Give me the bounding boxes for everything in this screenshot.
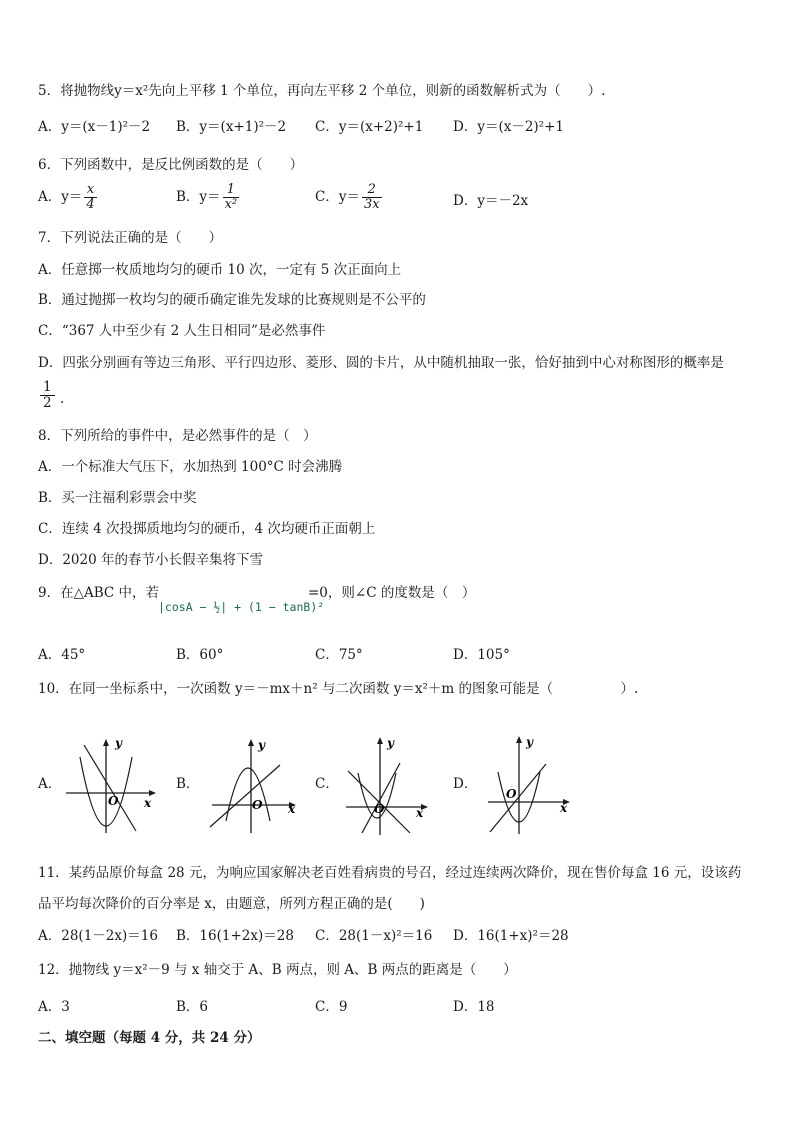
q12-option-a[interactable]: A．3 xyxy=(38,999,70,1015)
q7-option-b[interactable]: B．通过抛掷一枚均匀的硬币确定谁先发球的比赛规则是不公平的 xyxy=(38,292,426,308)
q7-option-a[interactable]: A．任意掷一枚质地均匀的硬币 10 次，一定有 5 次正面向上 xyxy=(38,262,402,278)
q11-option-b[interactable]: B．16(1+2x)＝28 xyxy=(176,928,294,944)
q10-b-axis-x: x xyxy=(288,802,296,816)
q6-b-fraction: $\frac{1}{\text{x²}}$ xyxy=(224,182,238,212)
q10-option-c-label[interactable]: C． xyxy=(315,776,339,792)
q10-c-axis-x: x xyxy=(416,806,424,820)
q10-b-axis-y: y xyxy=(258,738,265,752)
q6-option-b[interactable] xyxy=(176,183,241,212)
q5-option-d[interactable]: D．y＝(x－2)²+1 xyxy=(453,119,564,135)
q7-stem: 7．下列说法正确的是（ ） xyxy=(38,230,223,246)
q10-c-origin: O xyxy=(374,802,385,816)
q10-a-origin: O xyxy=(108,794,119,808)
q10-option-b-label[interactable]: B． xyxy=(176,776,200,792)
q6-c-fraction: $\frac{2}{3x}$ xyxy=(363,182,380,212)
q5-stem: 5．将抛物线y＝x²先向上平移 1 个单位，再向左平移 2 个单位，则新的函数解析式为（ ）. xyxy=(38,83,606,99)
q5-option-c[interactable]: C．y＝(x+2)²+1 xyxy=(315,119,424,135)
q7-d-end: . xyxy=(60,391,65,407)
q12-option-d[interactable]: D．18 xyxy=(453,999,495,1015)
q6-c-label: C．y＝ xyxy=(315,189,360,205)
q8-option-d[interactable]: D．2020 年的春节小长假辛集将下雪 xyxy=(38,552,263,568)
section-title-fill-in: 二、填空题（每题 4 分，共 24 分） xyxy=(38,1030,261,1046)
q6-b-label: B．y＝ xyxy=(176,189,221,205)
q12-option-c[interactable]: C．9 xyxy=(315,999,348,1015)
q5-option-b[interactable]: B．y＝(x+1)²－2 xyxy=(176,119,287,135)
q10-graph-d[interactable] xyxy=(484,732,580,836)
q11-stem-line2: 品平均每次降价的百分率是 x，由题意，所列方程正确的是( ) xyxy=(38,896,425,912)
q10-c-axis-y: y xyxy=(387,736,394,750)
q12-stem: 12．抛物线 y＝x²－9 与 x 轴交于 A、B 两点，则 A、B 两点的距离是（ ） xyxy=(38,962,517,978)
q10-b-origin: O xyxy=(252,798,263,812)
q10-graph-b[interactable] xyxy=(206,735,302,835)
q10-d-axis-x: x xyxy=(560,801,568,815)
q11-option-c[interactable]: C．28(1－x)²＝16 xyxy=(315,928,433,944)
q11-stem-line1: 11．某药品原价每盒 28 元，为响应国家解决老百姓看病贵的号召，经过连续两次降价，现在售价每盒 16 元，设该药 xyxy=(38,865,742,881)
q10-d-axis-y: y xyxy=(526,735,533,749)
q10-stem: 10．在同一坐标系中，一次函数 y＝－mx＋n² 与二次函数 y＝x²＋m 的图象可能是（ ）. xyxy=(38,681,639,697)
q9-option-a[interactable]: A．45° xyxy=(38,647,86,663)
q10-option-a-label[interactable]: A． xyxy=(38,776,62,792)
q10-d-origin: O xyxy=(506,787,517,801)
q6-a-fraction: $\frac{x}{4}$ xyxy=(86,182,95,212)
q6-stem: 6．下列函数中，是反比例函数的是（ ） xyxy=(38,157,304,173)
q7-option-d[interactable]: D．四张分别画有等边三角形、平行四边形、菱形、圆的卡片，从中随机抽取一张，恰好抽到中心对称图形的概率是 xyxy=(38,355,724,371)
q7-option-c[interactable]: C．“367 人中至少有 2 人生日相同”是必然事件 xyxy=(38,323,326,339)
q6-option-d[interactable]: D．y＝－2x xyxy=(453,193,529,209)
q8-stem: 8．下列所给的事件中，是必然事件的是（ ） xyxy=(38,428,317,444)
q11-option-a[interactable]: A．28(1－2x)＝16 xyxy=(38,928,158,944)
q5-option-a[interactable]: A．y＝(x－1)²－2 xyxy=(38,119,151,135)
q9-option-c[interactable]: C．75° xyxy=(315,647,363,663)
q9-option-b[interactable]: B．60° xyxy=(176,647,224,663)
q6-a-label: A．y＝ xyxy=(38,189,83,205)
q10-a-axis-x: x xyxy=(144,796,152,810)
q7-d-fraction: $\frac{1}{2}$ xyxy=(40,380,55,411)
q9-formula: |cosA − ½| + (1 − tanB)² xyxy=(158,600,325,614)
q10-option-d-label[interactable]: D． xyxy=(453,776,478,792)
q12-option-b[interactable]: B．6 xyxy=(176,999,209,1015)
q11-option-d[interactable]: D．16(1+x)²＝28 xyxy=(453,928,569,944)
q9-option-d[interactable]: D．105° xyxy=(453,647,510,663)
q8-option-c[interactable]: C．连续 4 次投掷质地均匀的硬币，4 次均硬币正面朝上 xyxy=(38,521,376,537)
q10-a-axis-y: y xyxy=(115,736,122,750)
q6-option-a[interactable] xyxy=(38,183,99,212)
q10-graph-c[interactable] xyxy=(342,733,438,837)
q9-stem-b: =0，则∠C 的度数是（ ） xyxy=(308,585,476,601)
q6-option-c[interactable] xyxy=(315,183,384,212)
q8-option-b[interactable]: B．买一注福利彩票会中奖 xyxy=(38,490,197,506)
q10-graph-a[interactable] xyxy=(66,735,162,835)
q8-option-a[interactable]: A．一个标准大气压下，水加热到 100°C 时会沸腾 xyxy=(38,459,343,475)
q9-stem-a: 9．在△ABC 中，若 xyxy=(38,585,160,601)
